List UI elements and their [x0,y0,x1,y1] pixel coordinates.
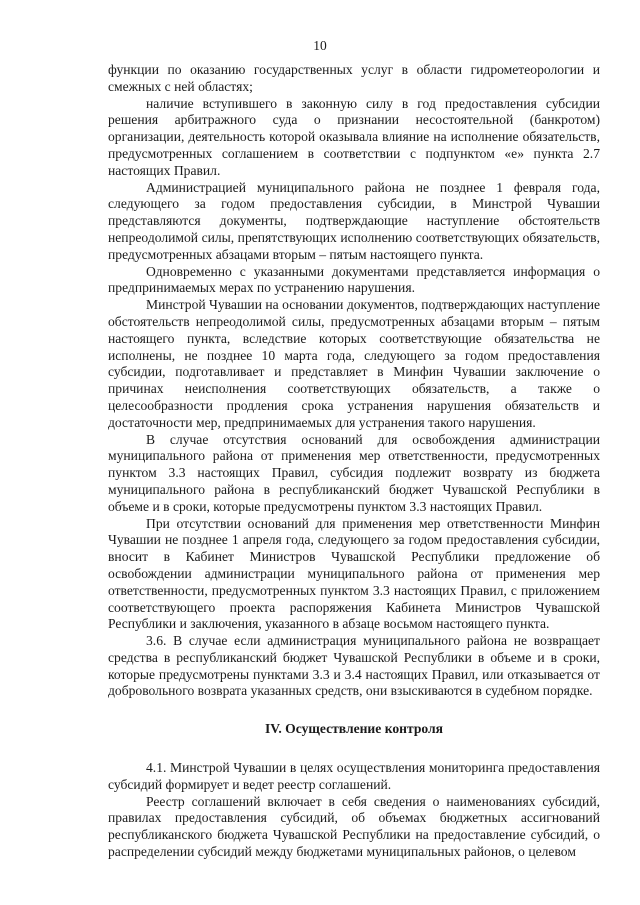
paragraph: Одновременно с указанными документами представляется информация о предпринимаемых мерах по устранению нарушения. [108,263,600,296]
paragraph: 3.6. В случае если администрация муниципального района не возвращает средства в республиканский бюджет Чувашской Республики в объеме и в сроки, которые предусмотрены пунктами 3.3 и 3.4 настоящих Правил, или отказывается от добровольного возврата указанных средств, они взыскиваются в судебном порядке. [108,633,600,699]
paragraph: В случае отсутствия оснований для освобождения администрации муниципального района от применения мер ответственности, предусмотренных пунктом 3.3 настоящих Правил, субсидия подлежит возврату из бюджета муниципального района в республиканский бюджет Чувашской Республики в объеме и в сроки, которые предусмотрены пунктом 3.3 настоящих Правил. [108,431,600,514]
document-body [108,62,600,861]
paragraph: При отсутствии оснований для применения мер ответственности Минфин Чувашии не позднее 1 апреля года, следующего за годом предоставления субсидии, вносит в Кабинет Министров Чувашской Республики предложение об освобождении администрации муниципального района от применения мер ответственности, предусмотренных пунктом 3.3 настоящих Правил, с приложением соответствующего проекта распоряжения Кабинета Министров Чувашской Республики и заключения, указанного в абзаце восьмом настоящего пункта. [108,515,600,632]
page-number: 10 [313,38,327,53]
paragraph-continued: функции по оказанию государственных услуг в области гидрометеорологии и смежных с ней областях; [108,62,600,94]
paragraph: Администрацией муниципального района не позднее 1 февраля года, следующего за годом предоставления субсидии, в Минстрой Чувашии представляются документы, подтверждающие наступление обстоятельств непреодолимой силы, препятствующих исполнению соответствующих обязательств, предусмотренных абзацами вторым – пятым настоящего пункта. [108,179,600,262]
paragraph: наличие вступившего в законную силу в год предоставления субсидии решения арбитражного суда о признании несостоятельной (банкротом) организации, деятельность которой оказывала влияние на исполнение обязательств, предусмотренных соглашением в соответствии с подпунктом «е» пункта 2.7 настоящих Правил. [108,95,600,178]
section-heading: IV. Осуществление контроля [265,721,443,737]
paragraph: Минстрой Чувашии на основании документов, подтверждающих наступление обстоятельств непреодолимой силы, предусмотренных абзацами вторым – пятым настоящего пункта, вследствие которых соответствующие обязательства не исполнены, не позднее 10 марта года, следующего за годом предоставления субсидии, подготавливает и представляет в Минфин Чувашии заключение о причинах неисполнения соответствующих обязательств, а также о целесообразности продления срока устранения нарушения обязательств и достаточности мер, предпринимаемых для устранения такого нарушения. [108,297,600,430]
paragraph: Реестр соглашений включает в себя сведения о наименованиях субсидий, правилах предоставления субсидий, об объемах бюджетных ассигнований республиканского бюджета Чувашской Республики на предоставление субсидий, о распределении субсидий между бюджетами муниципальных районов, о целевом [108,793,600,860]
paragraph: 4.1. Минстрой Чувашии в целях осуществления мониторинга предоставления субсидий формирует и ведет реестр соглашений. [108,760,600,792]
